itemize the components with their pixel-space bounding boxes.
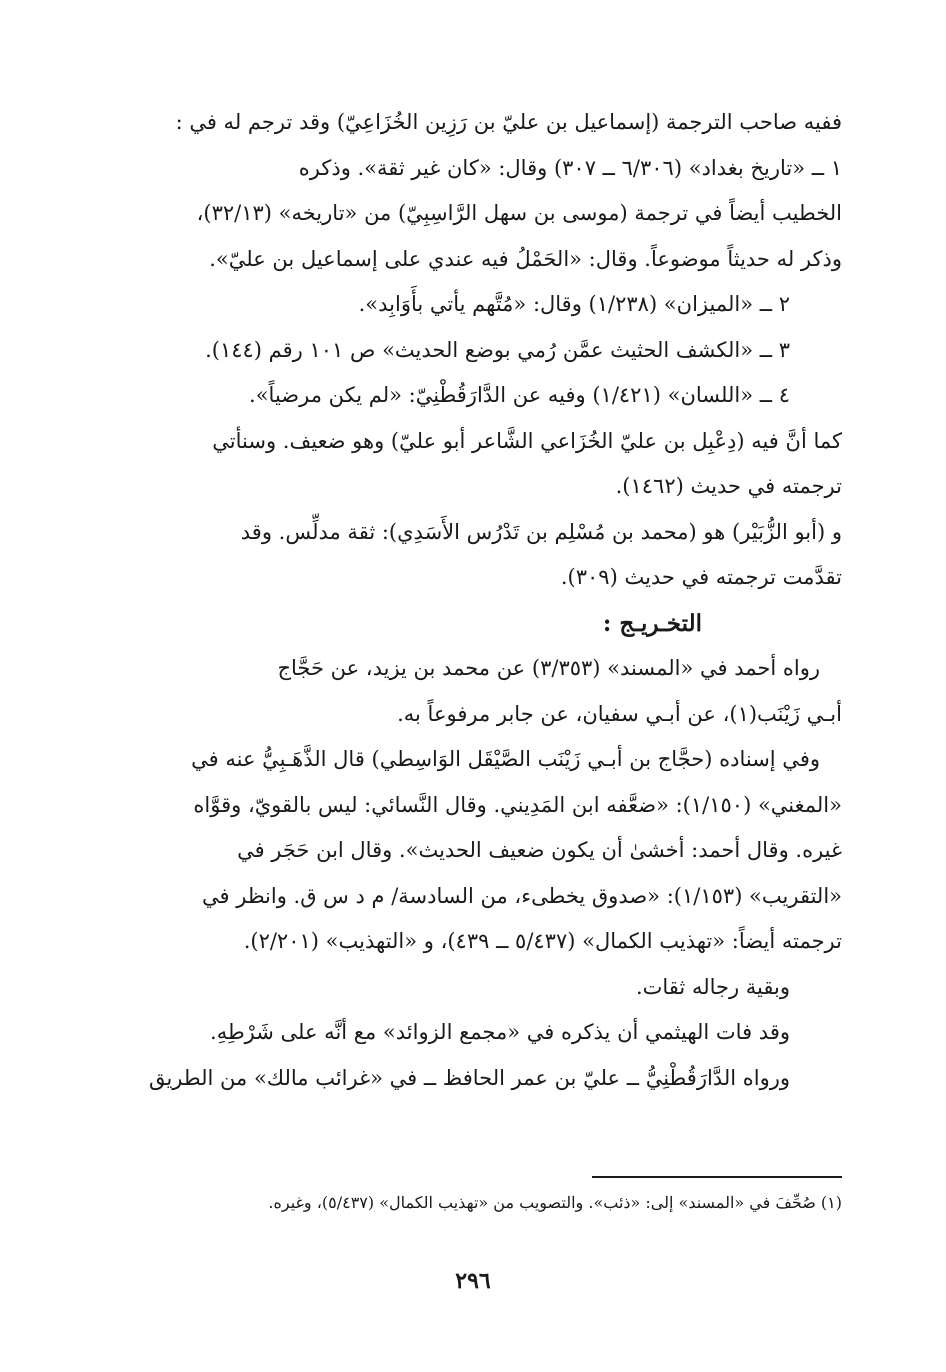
text-line: ففيه صاحب الترجمة (إسماعيل بن عليّ بن رَزِين الخُزَاعِيّ) وقد ترجم له في : bbox=[175, 110, 842, 134]
text-line: ٢ ــ «الميزان» (١/٢٣٨) وقال: «مُتَّهم يأتي بأَوَابِد». bbox=[358, 292, 790, 316]
main-text bbox=[106, 100, 842, 1101]
footnote-divider bbox=[592, 1176, 842, 1178]
text-line: كما أنَّ فيه (دِعْبِل بن عليّ الخُزَاعي الشَّاعر أبو عليّ) وهو ضعيف. وسنأتي bbox=[212, 428, 842, 453]
text-line: و (أبو الزُّبَيْر) هو (محمد بن مُسْلِم بن تَدْرُس الأَسَدِي): ثقة مدلِّس. وقد bbox=[240, 519, 842, 544]
text-line: ٣ ــ «الكشف الحثيث عمَّن رُمي بوضع الحديث» ص ١٠١ رقم (١٤٤). bbox=[205, 337, 790, 362]
footnote: (١) صُحِّفَ في «المسند» إلى: «ذئب». والتصويب من «تهذيب الكمال» (٥/٤٣٧)، وغيره. bbox=[268, 1193, 842, 1212]
text-line: وقد فات الهيثمي أن يذكره في «مجمع الزوائد» مع أنَّه على شَرْطِهِ. bbox=[210, 1020, 790, 1044]
text-line: ٤ ــ «اللسان» (١/٤٢١) وفيه عن الدَّارَقُطْنِيّ: «لم يكن مرضياً». bbox=[249, 383, 790, 407]
text-line: وبقية رجاله ثقات. bbox=[635, 974, 790, 999]
text-line: تقدَّمت ترجمته في حديث (٣٠٩). bbox=[560, 565, 842, 589]
text-line: «المغني» (١/١٥٠): «ضعَّفه ابن المَدِيني. وقال النَّسائي: ليس بالقويّ، وقوَّاه bbox=[193, 792, 842, 817]
text-line: وفي إسناده (حجَّاج بن أبـي زَيْنَب الصَّيْقَل الوَاسِطي) قال الذَّهَـبِيُّ عنه في bbox=[191, 747, 820, 771]
text-line: الخطيب أيضاً في ترجمة (موسى بن سهل الرَّاسِبِيّ) من «تاريخه» (٣٢/١٣)، bbox=[196, 201, 842, 225]
text-line: ترجمته في حديث (١٤٦٢). bbox=[615, 474, 842, 498]
text-line: وذكر له حديثاً موضوعاً. وقال: «الحَمْلُ فيه عندي على إسماعيل بن عليّ». bbox=[209, 246, 842, 271]
text-line: ورواه الدَّارَقُطْنِيُّ ــ عليّ بن عمر الحافظ ــ في «غرائب مالك» من الطريق bbox=[148, 1065, 790, 1090]
section-heading: التخـريـج : bbox=[602, 609, 702, 637]
text-line: أبـي زَيْنَب(١)، عن أبـي سفيان، عن جابر مرفوعاً به. bbox=[397, 701, 842, 726]
text-line: ١ ــ «تاريخ بغداد» (٦/٣٠٦ ــ ٣٠٧) وقال: «كان غير ثقة». وذكره bbox=[298, 155, 842, 180]
text-line: ترجمته أيضاً: «تهذيب الكمال» (٥/٤٣٧ ــ ٤٣٩)، و «التهذيب» (٢/٢٠١). bbox=[243, 929, 842, 953]
text-line: «التقريب» (١/١٥٣): «صدوق يخطىء، من السادسة/ م د س ق. وانظر في bbox=[202, 883, 842, 908]
text-line: غيره. وقال أحمد: أخشىٰ أن يكون ضعيف الحديث». وقال ابن حَجَر في bbox=[237, 838, 842, 862]
text-line: رواه أحمد في «المسند» (٣/٣٥٣) عن محمد بن يزيد، عن حَجَّاج bbox=[277, 656, 820, 680]
page-number: ٢٩٦ bbox=[455, 1268, 491, 1294]
